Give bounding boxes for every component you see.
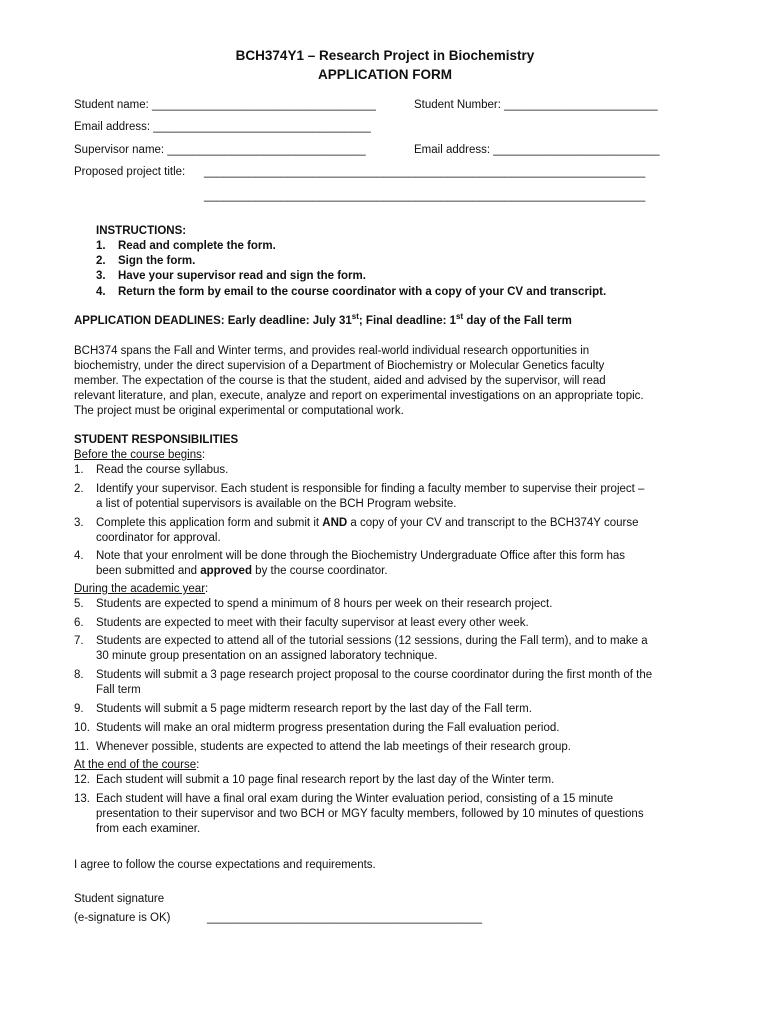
intro-line: biochemistry, under the direct supervision of a Department of Biochemistry or Molecular Genetics faculty [74, 360, 605, 372]
supervisor-email-field[interactable]: Email address: __________________________ [414, 144, 660, 156]
application-deadlines: APPLICATION DEADLINES: Early deadline: July 31st; Final deadline: 1st day of the Fall term [74, 312, 572, 327]
intro-line: relevant literature, and plan, execute, analyze and report on experimental investigations on an appropriate topic. [74, 390, 644, 402]
project-title-line-2[interactable]: _____________________________________________________________________ [204, 190, 646, 202]
application-form-page: BCH374Y1 – Research Project in Biochemistry APPLICATION FORM Student name: ___________________________________ Student Number: ________________________ Email address: __________________________________ Supervisor name: _______________________________ Email address: __________________________ Proposed project title: _____________________________________________________________________ _____________________________________________________________________ INSTRUCTIONS: 1. Read and complete the form. 2. Sign the form. 3. Have your supervisor read and sign the form. 4. Return the form by email to the course coordinator with a copy of your CV and transcript. APPLICATION DEADLINES: Early deadline: July 31st; Final deadline: 1st day of the Fall term BCH374 spans the Fall and Winter terms, and provides real-world individual research opportunities in biochemistry, under the direct supervision of a Department of Biochemistry or Molecular Genetics faculty member. The expectation of the course is that the student, aided and advised by the supervisor, will read relevant literature, and plan, execute, analyze and report on experimental investigations on an appropriate topic. The project must be original experimental or computational work. STUDENT RESPONSIBILITIES Before the course begins: 1. Read the course syllabus. 2. Identify your supervisor. Each student is responsible for finding a faculty member to supervise their project – a list of potential supervisors is available on the BCH Program website. 3. Complete this application form and submit it AND a copy of your CV and transcript to the BCH374Y course coordinator for approval. 4. Note that your enrolment will be done through the Biochemistry Undergraduate Office after this form has been submitted and approved by the course coordinator. During the academic year: 5. Students are expected to spend a minimum of 8 hours per week on their research project. 6. Students are expected to meet with their faculty supervisor at least every other week. 7. Students are expected to attend all of the tutorial sessions (12 sessions, during the Fall term), and to make a 30 minute group presentation on an assigned laboratory technique. 8. Students will submit a 3 page research project proposal to the course coordinator during the first month of the Fall term 9. Students will submit a 5 page midterm research report by the last day of the Fall term. 10. Students will make an oral midterm progress presentation during the Fall evaluation period. 11. Whenever possible, students are expected to attend the lab meetings of their research group. At the end of the course: 12. Each student will submit a 10 page final research report by the last day of the Winter term. 13. Each student will have a final oral exam during the Winter evaluation period, consisting of a 15 minute presentation to their supervisor and two BCH or MGY faculty members, followed by 10 minutes of questions from each examiner. I agree to follow the course expectations and requirements. Student signature (e-signature is OK) ___________________________________________ [0, 0, 770, 1024]
supervisor-name-field[interactable]: Supervisor name: _______________________________ [74, 144, 366, 156]
signature-line[interactable]: ___________________________________________ [207, 912, 483, 924]
student-name-field[interactable]: Student name: ___________________________________ [74, 99, 376, 111]
during-year-heading: During the academic year: [74, 583, 209, 595]
form-title: BCH374Y1 – Research Project in Biochemistry [235, 48, 535, 63]
end-course-heading: At the end of the course: [74, 759, 200, 771]
signature-note: (e-signature is OK) [74, 912, 171, 924]
signature-label: Student signature [74, 893, 165, 905]
agreement-statement: I agree to follow the course expectations and requirements. [74, 859, 376, 871]
project-title-line-1[interactable]: _____________________________________________________________________ [204, 166, 646, 178]
project-title-label: Proposed project title: [74, 166, 186, 178]
form-subtitle: APPLICATION FORM [318, 67, 452, 82]
responsibilities-heading: STUDENT RESPONSIBILITIES [74, 434, 239, 446]
student-number-field[interactable]: Student Number: ________________________ [414, 99, 658, 111]
student-email-field[interactable]: Email address: __________________________________ [74, 121, 371, 133]
intro-line: The project must be original experimental or computational work. [74, 405, 404, 417]
intro-line: member. The expectation of the course is that the student, aided and advised by the supervisor, will read [74, 375, 606, 387]
before-course-heading: Before the course begins: [74, 449, 206, 461]
instructions-heading: INSTRUCTIONS: [96, 225, 187, 237]
intro-line: BCH374 spans the Fall and Winter terms, and provides real-world individual research opportunities in [74, 345, 590, 357]
